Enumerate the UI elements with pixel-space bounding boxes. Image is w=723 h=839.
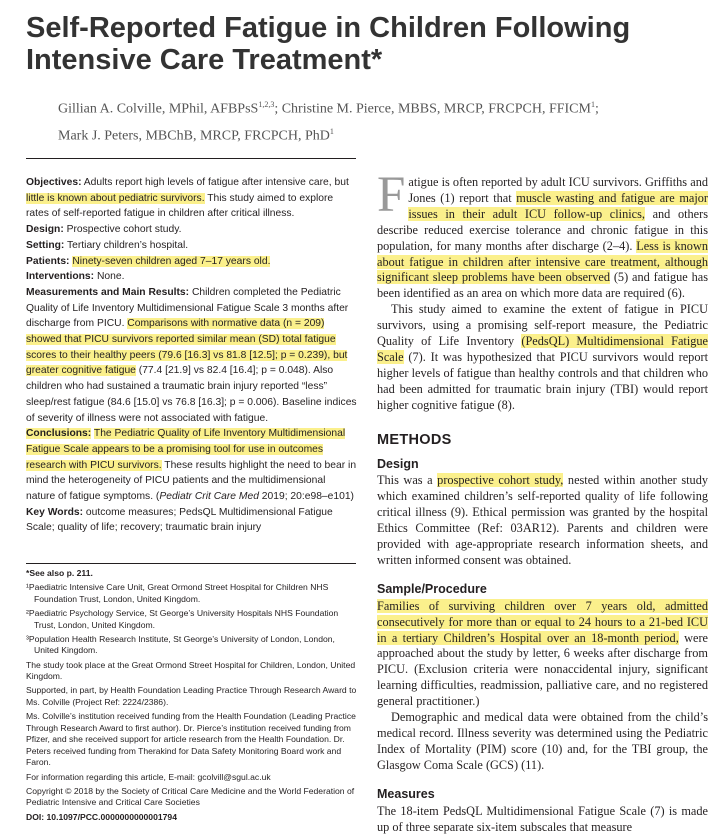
funding-note: Ms. Colville’s institution received funding from the Health Foundation (Leading Practice Through Research Award to first author). Dr. Pierce’s institution received funding from Pfizer, and she received support for article research from the Health Foundation. Dr. Peters received funding from Therakind for Data Safety Monitoring Board work and Faron. xyxy=(26,711,356,768)
intro-highlight-1: muscle wasting and fatigue are major issues in their adult ICU follow-up clinics, xyxy=(408,190,708,221)
conclusions-highlight: The Pediatric Quality of Life Inventory Multidimensional Fatigue Scale appears to be a promising tool for use in outcomes research with PICU survivors. xyxy=(26,428,346,471)
abstract-patients xyxy=(26,254,357,270)
setting-label: Setting: xyxy=(26,239,65,251)
results-text: Children completed the Pediatric Quality of Life Inventory Multidimensional Fatigue Scale 3 months after discharge from PICU. xyxy=(26,286,349,330)
abstract-results xyxy=(26,285,357,426)
aim-paragraph xyxy=(377,302,708,413)
measures-heading: Measures xyxy=(377,786,435,801)
methods-heading: METHODS xyxy=(377,431,452,448)
abstract-conclusions xyxy=(26,426,357,505)
affiliation-marker: 1,2,3 xyxy=(258,100,275,109)
affiliation-1: ¹Paediatric Intensive Care Unit, Great Ormond Street Hospital for Children NHS Foundation Trust, London, United Kingdom. xyxy=(26,582,329,604)
author-colville: Gillian A. Colville, MPhil, AFBPsS xyxy=(58,101,259,117)
body-text xyxy=(377,167,708,835)
affiliation-2: ²Paediatric Psychology Service, St George’s University Hospitals NHS Foundation Trust, London, United Kingdom. xyxy=(26,607,339,630)
design-heading: Design xyxy=(377,456,419,471)
article-title: Self-Reported Fatigue in Children Following Intensive Care Treatment* xyxy=(26,12,631,76)
patients-label: Patients: xyxy=(26,255,70,267)
intro-text-2: and others describe reduced exercise tolerance and chronic fatigue in this population, for many months after discharge (2–4). xyxy=(377,206,708,253)
setting-text: Tertiary children’s hospital. xyxy=(64,239,189,251)
study-location-note: The study took place at the Great Ormond Street Hospital for Children, London, United Kingdom. xyxy=(26,659,356,682)
affiliation-marker: 1 xyxy=(590,100,595,109)
aim-text: This study aimed to examine the extent of fatigue in PICU survivors, using a promising self-report measure, the Pediatric Quality of Life Inventory xyxy=(377,302,708,349)
abstract-objectives xyxy=(26,175,357,222)
design-body-end: nested within another study which examined children’s self-reported quality of life following critical illness (9). Ethical permission was granted by the hospital Ethics Committee (Ref: 03AR12). Parents and children were provided with age-appropriate research information sheets, and written informed consent was obtained. xyxy=(377,473,708,567)
abstract-setting xyxy=(26,238,357,254)
intro-text-3: (5) and fatigue has been identified as an area on which more data are required (6). xyxy=(377,270,708,301)
intro-text: atigue is often reported by adult ICU survivors. Griffiths and Jones (1) report that xyxy=(408,175,708,205)
design-body-text: This was a xyxy=(377,473,438,488)
objectives-text: Adults report high levels of fatigue after intensive care, but xyxy=(81,177,349,188)
keywords-label: Key Words: xyxy=(26,506,84,518)
demographics-paragraph: Demographic and medical data were obtained from the child’s medical record. Illness severity was determined using the Pediatric Index of Mortality (PIM) score (10) and, for the TBI group, the Glasgow Coma Scale (GCS) (11). xyxy=(377,710,708,772)
abstract xyxy=(26,175,357,536)
see-also-note xyxy=(26,568,357,580)
doi-text: DOI: 10.1097/PCC.0000000000001794 xyxy=(26,811,177,822)
footnotes xyxy=(26,568,357,826)
results-label: Measurements and Main Results: xyxy=(26,286,190,298)
objectives-label: Objectives: xyxy=(26,177,82,188)
affiliation-3: ³Population Health Research Institute, St George’s University of London, London, United Kingdom. xyxy=(26,633,335,656)
abstract-top-rule xyxy=(26,158,356,159)
author-peters: Mark J. Peters, MBChB, MRCP, FRCPCH, PhD xyxy=(58,128,330,144)
author-list xyxy=(58,94,718,147)
drop-cap: F xyxy=(377,167,406,223)
abstract-interventions xyxy=(26,269,357,285)
design-highlight: prospective cohort study, xyxy=(437,473,564,488)
interventions-text: None. xyxy=(94,271,125,283)
abstract-keywords xyxy=(26,505,357,536)
aim-text-end: (7). It was hypothesized that PICU survivors would report higher levels of fatigue than healthy controls and that children who had been admitted for traumatic brain injury (TBI) would report higher cognitive fatigue (8). xyxy=(377,349,708,412)
author-separator: ; xyxy=(594,101,599,117)
design-text: Prospective cohort study. xyxy=(63,224,182,236)
citation-rest: 2019; 20:e98–e101) xyxy=(258,491,354,503)
conclusions-text: These results highlight the need to bear in mind the heterogeneity of PICU patients and the multidimensional nature of fatigue symptoms. ( xyxy=(26,459,357,503)
conclusions-label: Conclusions: xyxy=(26,428,92,440)
objectives-text-end: This study aimed to explore rates of self-reported fatigue in children after critical illness. xyxy=(26,192,334,220)
sample-highlight: Families of surviving children over 7 years old, admitted consecutively for more than or equal to 24 hours to a 21-bed ICU in a tertiary Children’s Hospital over an 18-month period, xyxy=(377,598,708,645)
footnote-rule xyxy=(26,563,356,564)
affiliation-marker: 1 xyxy=(329,126,334,136)
interventions-label: Interventions: xyxy=(26,271,95,283)
copyright-note: Copyright © 2018 by the Society of Critical Care Medicine and the World Federation of Pediatric Intensive and Critical Care Societies xyxy=(26,785,355,808)
doi xyxy=(26,812,357,824)
sample-text: were approached about the study by letter, 6 weeks after discharge from PICU. (Exclusion criteria were nonaccidental injury, significant learning difficulties, readmission, palliative care, and no registered general practitioner.) xyxy=(377,630,708,709)
objectives-highlight: little is known about pediatric survivors. xyxy=(26,192,205,204)
see-also-text: *See also p. 211. xyxy=(26,568,93,578)
patients-highlight: Ninety-seven children aged 7–17 years old. xyxy=(72,255,271,267)
sample-heading: Sample/Procedure xyxy=(377,581,487,596)
design-paragraph xyxy=(377,473,708,568)
intro-highlight-2: Less is known about fatigue in children after intensive care treatment, although significant sleep problems have been observed xyxy=(377,238,708,285)
measures-paragraph: The 18-item PedsQL Multidimensional Fatigue Scale (7) is made up of three separate six-item subscales that measure xyxy=(377,803,708,834)
abstract-design xyxy=(26,222,357,238)
citation-journal: Pediatr Crit Care Med xyxy=(159,491,259,503)
keywords-text: outcome measures; PedsQL Multidimensional Fatigue Scale; quality of life; recovery; traumatic brain injury xyxy=(26,506,333,534)
sample-paragraph xyxy=(377,599,708,710)
intro-paragraph xyxy=(377,167,708,302)
aim-highlight: (PedsQL) Multidimensional Fatigue Scale xyxy=(377,334,708,364)
author-pierce: ; Christine M. Pierce, MBBS, MRCP, FRCPCH, FFICM xyxy=(274,101,591,117)
support-note: Supported, in part, by Health Foundation Leading Practice Through Research Award to Ms. Colville (Project Ref: 2224/2386). xyxy=(26,685,357,707)
results-highlight: Comparisons with normative data (n = 209) showed that PICU survivors reported similar mean (SD) total fatigue scores to their healthy peers (79.6 [16.3] vs 81.8 [12.5]; p = 0.239), but greater cognitive fatigue xyxy=(26,318,348,377)
results-text-end: (77.4 [21.9] vs 82.4 [16.4]; p = 0.048). Also children who had sustained a traumatic brain injury reported “less” sleep/rest fatigue (84.6 [15.0] vs 76.8 [16.3]; p = 0.006). Baseline indices of severity of illness were not associated with fatigue. xyxy=(26,365,357,424)
contact-note: For information regarding this article, E-mail: gcolvill@sgul.ac.uk xyxy=(26,771,271,782)
design-label: Design: xyxy=(26,224,64,236)
